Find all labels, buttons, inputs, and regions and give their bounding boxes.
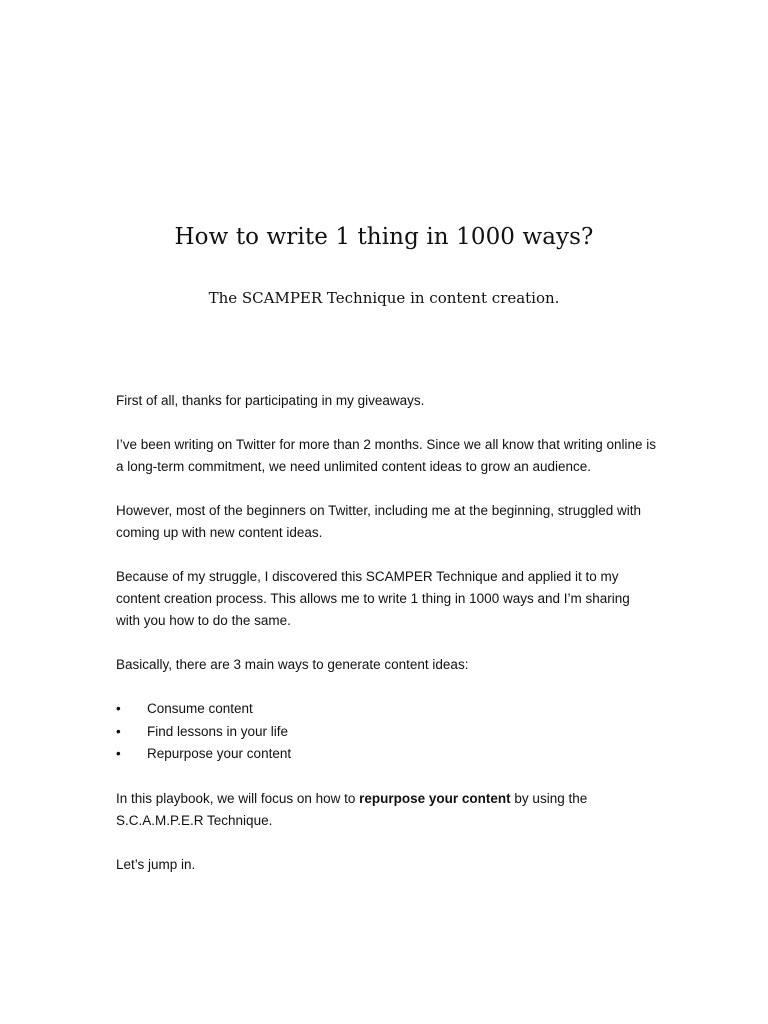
- bullet-item-consume-content: [116, 698, 656, 721]
- bullet-label: Find lessons in your life: [147, 723, 289, 739]
- document-title: How to write 1 thing in 1000 ways?: [174, 224, 594, 250]
- paragraph-intro: First of all, thanks for participating in my giveaways.: [116, 393, 425, 408]
- bullet-label: Consume content: [147, 701, 253, 716]
- bullet-icon: •: [116, 723, 121, 739]
- paragraph-focus: [116, 788, 656, 832]
- bullet-label: Repurpose your content: [147, 746, 292, 761]
- paragraph-beginners-struggle: However, most of the beginners on Twitter, including me at the beginning, struggled with coming up with new content ideas.: [116, 503, 642, 540]
- bullet-icon: •: [116, 746, 121, 761]
- bullet-item-repurpose-content: [116, 743, 656, 766]
- bullet-list: [116, 698, 656, 766]
- paragraph-main-ways: Basically, there are 3 main ways to generate content ideas:: [116, 657, 469, 672]
- focus-text-bold: repurpose your content: [359, 790, 511, 806]
- document-body: [116, 390, 656, 898]
- bullet-item-find-lessons: [116, 721, 656, 744]
- focus-text-after: by using the S.C.A.M.P.E.R Technique.: [116, 790, 588, 828]
- paragraph-discovery: Because of my struggle, I discovered this SCAMPER Technique and applied it to my content creation process. This allows me to write 1 thing in 1000 ways and I’m sharing with you how to do the same.: [116, 569, 630, 628]
- paragraph-closing: Let’s jump in.: [116, 856, 196, 872]
- focus-text-before: In this playbook, we will focus on how to: [116, 790, 360, 806]
- document-subtitle: The SCAMPER Technique in content creation.: [208, 289, 560, 307]
- paragraph-twitter-writing: I’ve been writing on Twitter for more than 2 months. Since we all know that writing online is a long-term commitment, we need unlimited content ideas to grow an audience.: [116, 437, 657, 474]
- bullet-icon: •: [116, 701, 121, 716]
